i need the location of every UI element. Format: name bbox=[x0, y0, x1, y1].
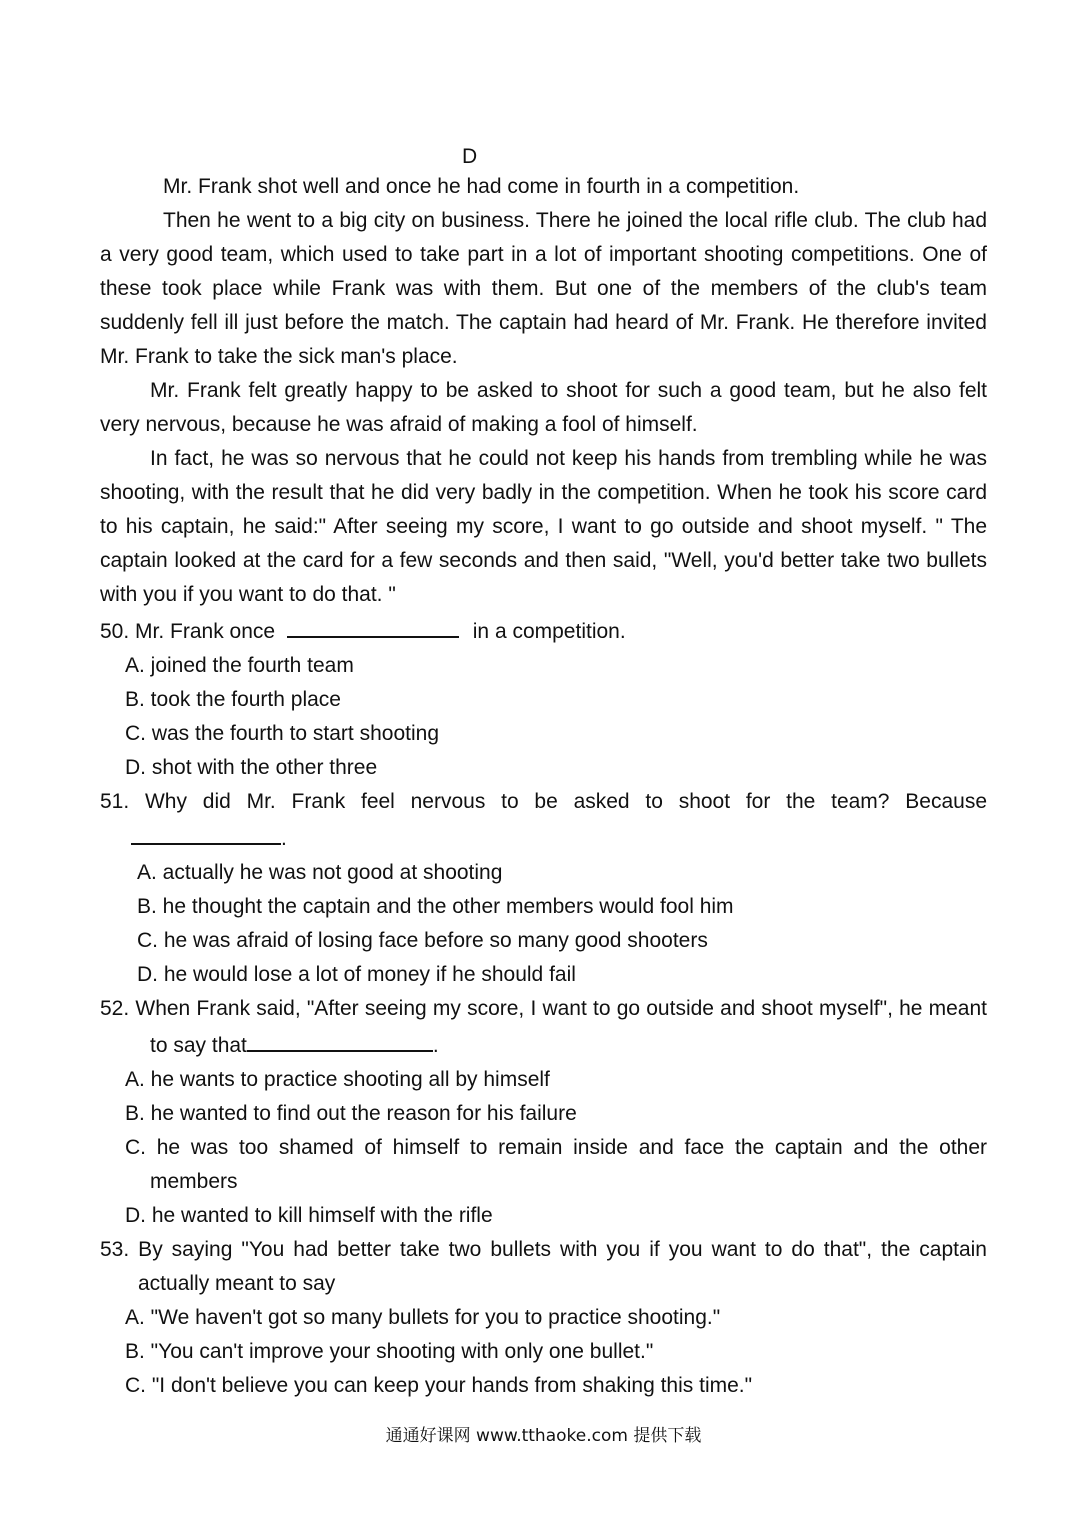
answer-blank bbox=[287, 612, 459, 638]
question-stem bbox=[100, 612, 987, 649]
option-b: B. he thought the captain and the other members would fool him bbox=[137, 895, 734, 918]
question-stem: 53. By saying "You had better take two bullets with you if you want to do that", the captain actually meant to say bbox=[100, 1238, 987, 1295]
page-footer: 通通好课网 www.tthaoke.com 提供下载 bbox=[385, 1426, 702, 1446]
question-stem-text-end: . bbox=[281, 827, 287, 850]
option-a: A. he wants to practice shooting all by himself bbox=[125, 1068, 550, 1091]
option-c: C. "I don't believe you can keep your hands from shaking this time." bbox=[125, 1374, 753, 1397]
passage-paragraph-3: Mr. Frank felt greatly happy to be asked to shoot for such a good team, but he also felt very nervous, because he was afraid of making a fool of himself. bbox=[100, 379, 987, 436]
answer-blank bbox=[247, 1026, 433, 1052]
option-d: D. he wanted to kill himself with the rifle bbox=[125, 1204, 493, 1227]
passage-paragraph-4: In fact, he was so nervous that he could not keep his hands from trembling while he was shooting, with the result that he did very badly in the competition. When he took his score card to his captain, he said:" After seeing my score, I want to go outside and shoot myself. " The captain looked at the card for a few seconds and then said, "Well, you'd better take two bullets with you if you want to do that. " bbox=[100, 447, 987, 606]
option-b: B. took the fourth place bbox=[125, 688, 341, 711]
option-a: A. actually he was not good at shooting bbox=[137, 861, 503, 884]
option-b: B. "You can't improve your shooting with only one bullet." bbox=[125, 1340, 654, 1363]
option-d: D. shot with the other three bbox=[125, 756, 378, 779]
answer-blank bbox=[131, 819, 281, 845]
option-c: C. he was afraid of losing face before so many good shooters bbox=[137, 929, 708, 952]
question-51 bbox=[100, 785, 987, 992]
question-list bbox=[100, 612, 987, 1403]
question-53 bbox=[100, 1233, 987, 1403]
question-stem-text: 50. Mr. Frank once bbox=[100, 620, 276, 643]
question-stem-text-end: in a competition. bbox=[472, 620, 626, 643]
question-stem-text: 52. When Frank said, "After seeing my score, I want to go outside and shoot myself", he meant to say that bbox=[100, 997, 987, 1057]
question-stem bbox=[100, 785, 987, 856]
option-d: D. he would lose a lot of money if he should fail bbox=[137, 963, 576, 986]
question-stem bbox=[100, 992, 987, 1063]
passage-paragraph-2: Then he went to a big city on business. There he joined the local rifle club. The club had a very good team, which used to take part in a lot of important shooting competitions. One of these took place while Frank was with them. But one of the members of the club's team suddenly fell ill just before the match. The captain had heard of Mr. Frank. He therefore invited Mr. Frank to take the sick man's place. bbox=[100, 209, 987, 368]
question-stem-text: 51. Why did Mr. Frank feel nervous to be asked to shoot for the team? Because bbox=[100, 790, 987, 813]
passage-paragraph-1: Mr. Frank shot well and once he had come in fourth in a competition. bbox=[163, 175, 800, 198]
question-52 bbox=[100, 992, 987, 1233]
reading-passage bbox=[100, 170, 987, 612]
option-a: A. "We haven't got so many bullets for you to practice shooting." bbox=[125, 1306, 721, 1329]
question-stem-text-end: . bbox=[432, 1034, 439, 1057]
option-a: A. joined the fourth team bbox=[125, 654, 354, 677]
question-50 bbox=[100, 612, 987, 785]
option-b: B. he wanted to find out the reason for his failure bbox=[125, 1102, 577, 1125]
option-c: C. he was too shamed of himself to remain inside and face the captain and the other members bbox=[125, 1136, 987, 1193]
section-heading: D bbox=[462, 145, 478, 168]
option-c: C. was the fourth to start shooting bbox=[125, 722, 439, 745]
